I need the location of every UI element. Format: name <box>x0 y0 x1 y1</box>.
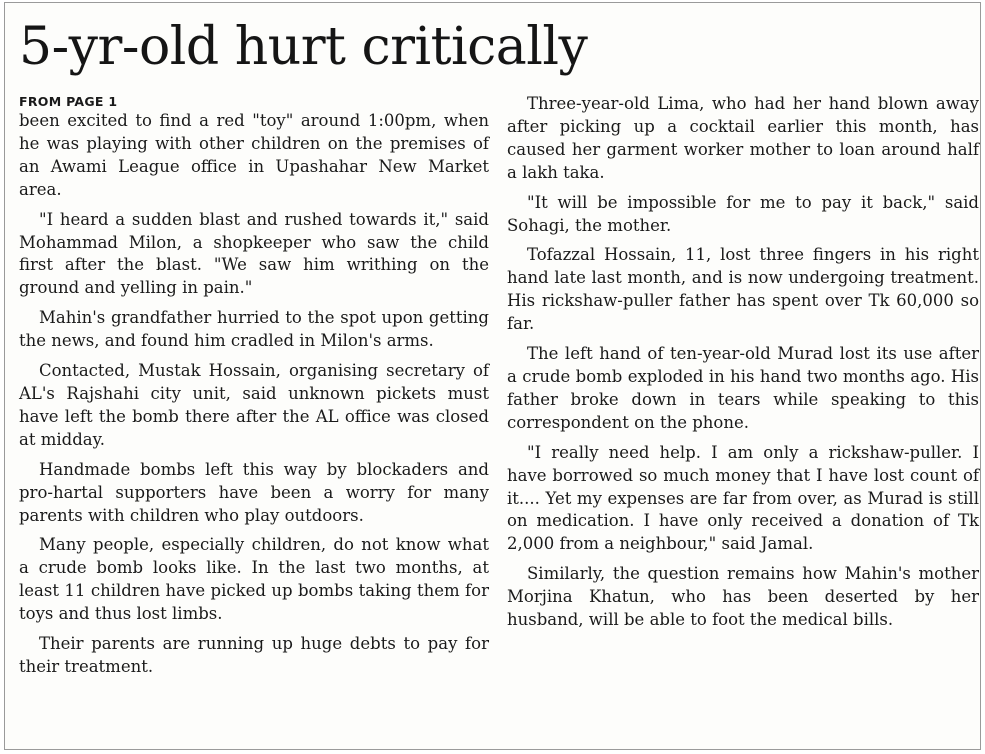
paragraph: Mahin's grandfather hurried to the spot upon getting the news, and found him cradled in Milon's arms. <box>19 308 489 351</box>
paragraph: been excited to find a red "toy" around 1:00pm, when he was playing with other children on the premises of an Awami League office in Upashahar New Market area. <box>19 111 489 199</box>
paragraph: Contacted, Mustak Hossain, organising secretary of AL's Rajshahi city unit, said unknown pickets must have left the bomb there after the AL office was closed at midday. <box>19 361 489 449</box>
paragraph: "It will be impossible for me to pay it back," said Sohagi, the mother. <box>507 192 979 235</box>
paragraph: "I heard a sudden blast and rushed towards it," said Mohammad Milon, a shopkeeper who saw the child first after the blast. "We saw him writhing on the ground and yelling in pain." <box>19 209 489 298</box>
headline: 5-yr-old hurt critically <box>19 17 588 77</box>
paragraph: Handmade bombs left this way by blockaders and pro-hartal supporters have been a worry for many parents with children who play outdoors. <box>19 459 489 525</box>
paragraph: Similarly, the question remains how Mahin's mother Morjina Khatun, who has been deserted by her husband, will be able to foot the medical bills. <box>507 564 979 630</box>
left-column <box>19 93 489 686</box>
continuation-kicker: FROM PAGE 1 <box>19 94 118 109</box>
paragraph: Their parents are running up huge debts to pay for their treatment. <box>19 634 489 676</box>
paragraph: Three-year-old Lima, who had her hand blown away after picking up a cocktail earlier this month, has caused her garment worker mother to loan around half a lakh taka. <box>507 94 979 182</box>
paragraph: Many people, especially children, do not know what a crude bomb looks like. In the last two months, at least 11 children have picked up bombs taking them for toys and thus lost limbs. <box>19 535 489 624</box>
paragraph: Tofazzal Hossain, 11, lost three fingers in his right hand late last month, and is now undergoing treatment. His rickshaw-puller father has spent over Tk 60,000 so far. <box>507 245 979 334</box>
paragraph: "I really need help. I am only a rickshaw-puller. I have borrowed so much money that I have lost count of it.... Yet my expenses are far from over, as Murad is still on medication. I have only received a donation of Tk 2,000 from a neighbour," said Jamal. <box>507 442 979 554</box>
newspaper-clipping <box>4 2 981 750</box>
paragraph: The left hand of ten-year-old Murad lost its use after a crude bomb exploded in his hand two months ago. His father broke down in tears while speaking to this correspondent on the phone. <box>507 344 979 432</box>
right-column <box>507 93 979 639</box>
